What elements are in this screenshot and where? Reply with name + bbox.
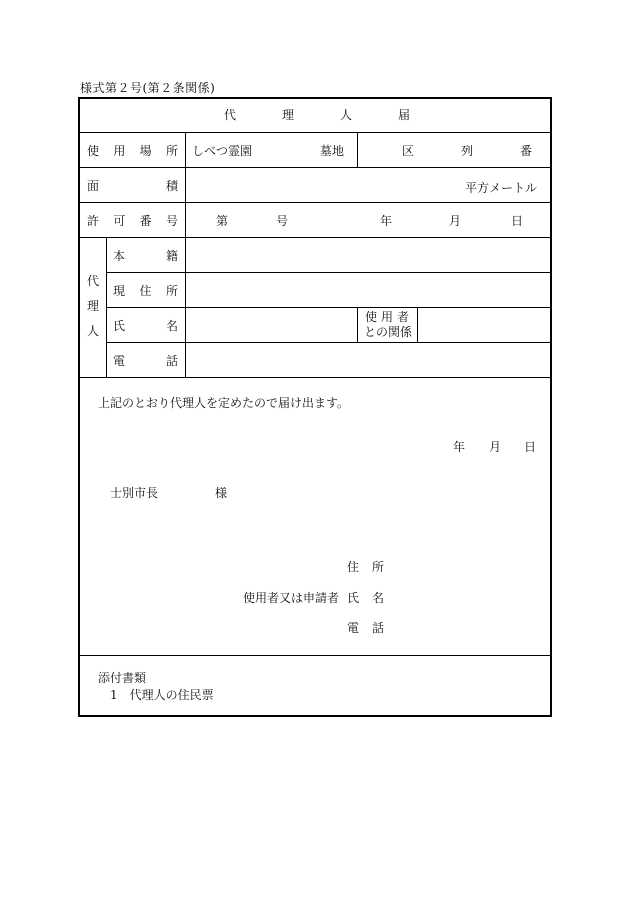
cemetery-suffix: 墓地 [320, 144, 345, 158]
plot-section-label: 区 [402, 144, 415, 158]
row-divider [80, 655, 550, 656]
permit-label: 許 可 番 号 [87, 214, 178, 228]
permit-day: 日 [511, 214, 524, 228]
column-divider [185, 132, 186, 377]
recipient: 士別市長 [110, 486, 159, 500]
submission-year: 年 [453, 440, 466, 454]
permit-month: 月 [449, 214, 462, 228]
applicant-name-label: 氏 名 [347, 591, 384, 605]
attachments-heading: 添付書類 [98, 671, 147, 685]
row-divider [106, 307, 550, 308]
form-number: 様式第２号(第２条関係) [80, 81, 216, 95]
form-title: 代 理 人 届 [224, 108, 410, 122]
row-divider [106, 342, 550, 343]
applicant-phone-label: 電 話 [347, 621, 384, 635]
cemetery-name: しべつ霊園 [192, 144, 253, 158]
column-divider [417, 307, 418, 342]
address-label: 現 住 所 [113, 284, 178, 298]
row-divider [80, 167, 550, 168]
plot-row-label: 列 [461, 144, 474, 158]
agent-notification-form [78, 97, 552, 717]
relation-label-line1: 使 用 者 [365, 310, 409, 324]
submission-day: 日 [524, 440, 537, 454]
row-divider [80, 132, 550, 133]
phone-label: 電 話 [113, 354, 178, 368]
recipient-honorific: 様 [215, 486, 228, 500]
column-divider [357, 132, 358, 167]
name-label: 氏 名 [113, 319, 178, 333]
area-unit: 平方メートル [465, 181, 538, 195]
attachment-item: 1 代理人の住民票 [110, 688, 214, 702]
applicant-address-label: 住 所 [347, 560, 384, 574]
location-label: 使 用 場 所 [87, 144, 178, 158]
row-divider [80, 377, 550, 378]
column-divider [357, 307, 358, 342]
row-divider [106, 272, 550, 273]
permit-year: 年 [380, 214, 393, 228]
submission-month: 月 [489, 440, 502, 454]
row-divider [80, 237, 550, 238]
plot-number-label: 番 [520, 144, 533, 158]
agent-group-label: 代 理 人 [86, 274, 99, 338]
relation-label-line2: との関係 [364, 325, 413, 339]
statement-text: 上記のとおり代理人を定めたので届け出ます。 [98, 396, 350, 410]
permit-dai: 第 [216, 214, 229, 228]
area-label: 面 積 [87, 179, 178, 193]
applicant-label: 使用者又は申請者 [243, 591, 340, 605]
domicile-label: 本 籍 [113, 249, 178, 263]
row-divider [80, 202, 550, 203]
permit-go: 号 [276, 214, 289, 228]
column-divider [106, 237, 107, 377]
